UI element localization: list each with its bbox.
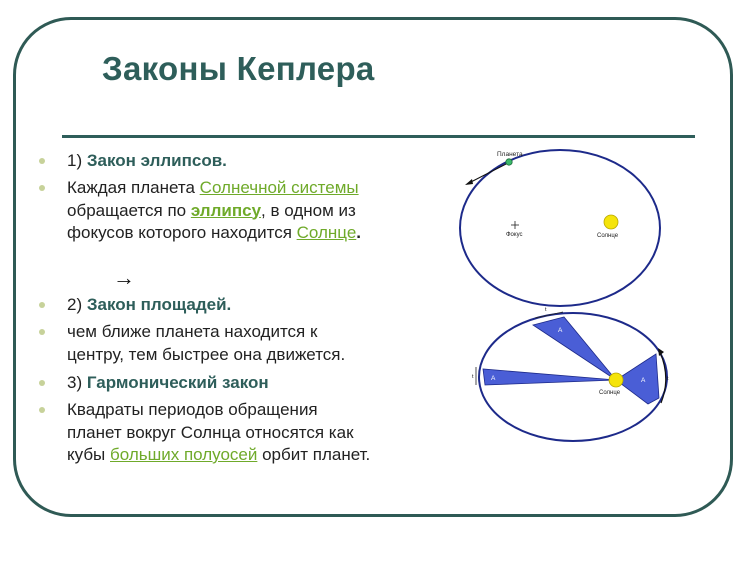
law2-text-line1: чем ближе планета находится к [67, 322, 318, 341]
solar-system-link[interactable]: Солнечной системы [199, 178, 359, 197]
law3-name: Гармонический закон [86, 373, 269, 392]
law1-number: 1) [67, 151, 87, 170]
slide-title: Законы Кеплера [102, 50, 375, 87]
ellipse-orbit-diagram [460, 150, 660, 306]
sun-label-2: Солнце [599, 390, 621, 396]
sector-label-3: A [641, 377, 646, 384]
semi-major-axes-link[interactable]: больших полуосей [110, 445, 258, 464]
planet-label: Планета [497, 151, 523, 158]
velocity-arrowhead [465, 179, 473, 185]
planet-icon [506, 159, 512, 165]
law2-text-line2: центру, тем быстрее она движется. [67, 344, 346, 364]
law1-text-line2: обращается по [67, 200, 191, 220]
sun-icon [604, 215, 618, 229]
law1-text-line1: Каждая планета [67, 178, 200, 197]
law2-name: Закон площадей. [86, 295, 232, 314]
sun-icon-2 [609, 373, 623, 387]
law1-name: Закон эллипсов. [86, 151, 227, 170]
time-label-left: t [472, 374, 474, 380]
time-label-top: t [545, 307, 547, 313]
time-label-right: t [667, 376, 669, 382]
equal-areas-diagram [472, 307, 669, 441]
arrow-glyph: → [113, 265, 135, 290]
sector-label-2: A [558, 327, 563, 334]
law2-number: 2) [67, 295, 87, 314]
law1-text-line3: фокусов которого находится [67, 223, 297, 242]
law1-text-line3-end: . [356, 223, 362, 242]
sector-upper [533, 317, 616, 380]
law3-text-line2: планет вокруг Солнца относятся как [67, 422, 354, 442]
law1-text-line2-end: , в одном из [261, 200, 356, 220]
ellipse-link[interactable]: эллипсу [190, 200, 262, 220]
focus-label: Фокус [506, 232, 523, 238]
law3-text-line3: кубы [67, 445, 110, 464]
law3-text-line1: Квадраты периодов обращения [67, 400, 318, 419]
velocity-arrow [467, 163, 508, 184]
time-marker-top [535, 312, 563, 318]
sector-aphelion [483, 369, 616, 385]
orbit-ellipse [460, 150, 660, 306]
law3-number: 3) [67, 373, 87, 392]
sun-label-1: Солнце [597, 233, 619, 239]
sector-label-1: A [491, 375, 496, 382]
law3-text-line3-end: орбит планет. [257, 445, 371, 464]
sun-link[interactable]: Солнце [296, 223, 357, 242]
